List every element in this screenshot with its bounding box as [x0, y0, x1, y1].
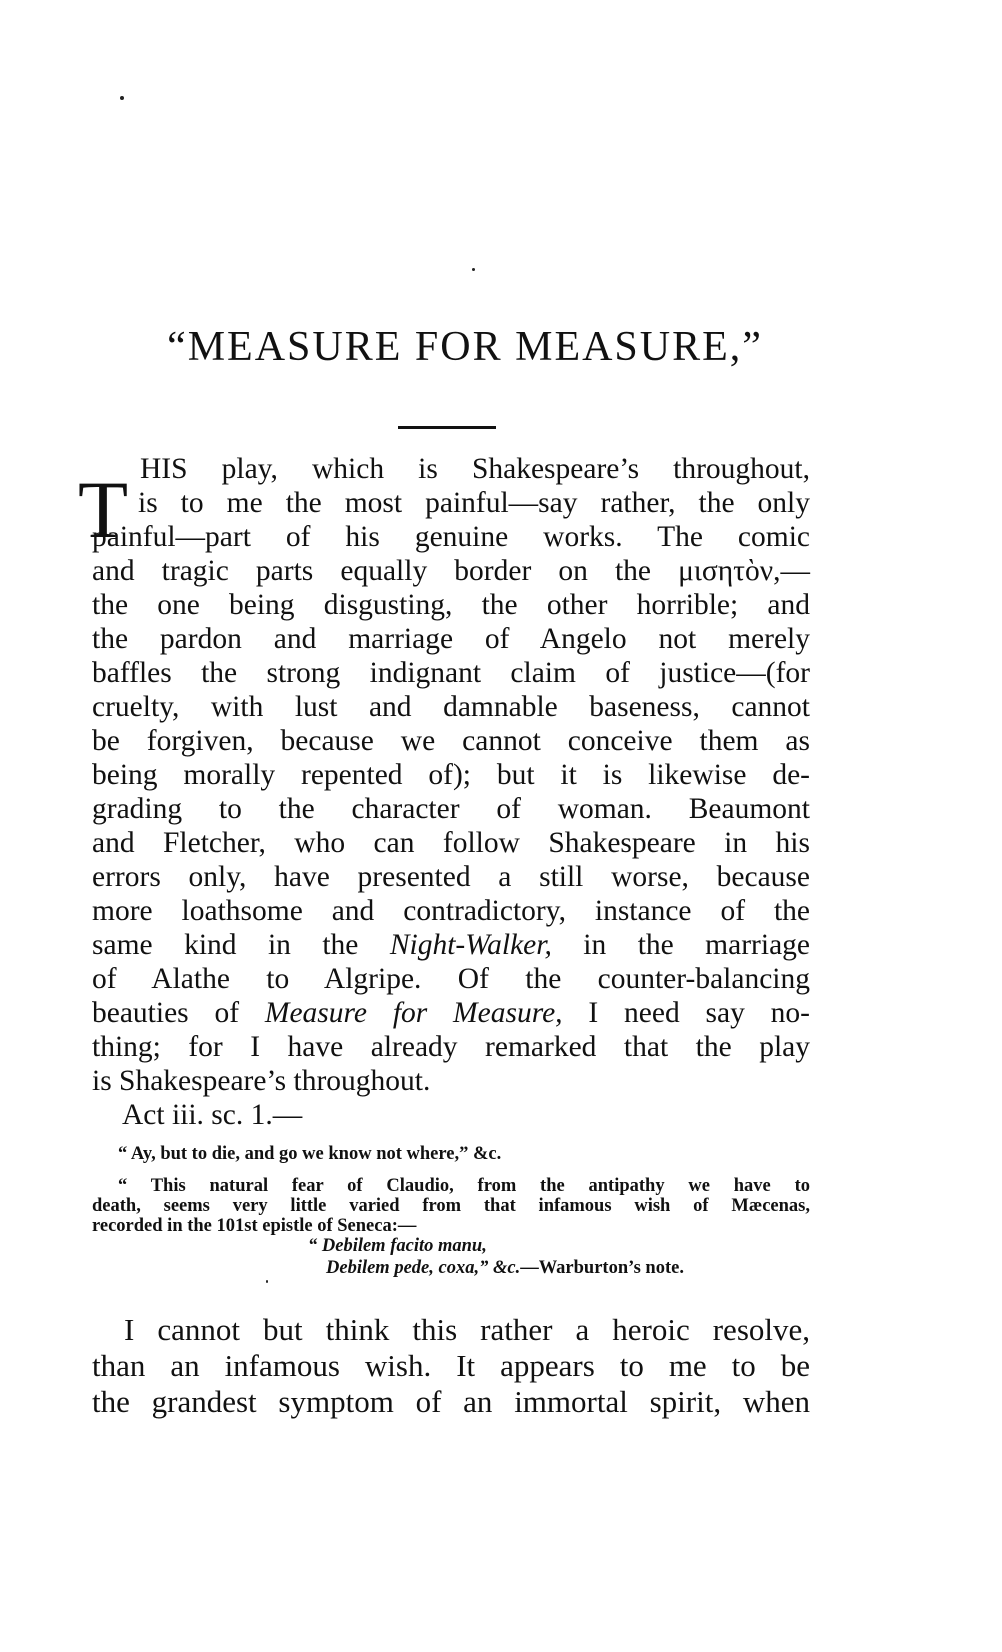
footnote-line: death, seems very little varied from that infamous wish of Mæcenas, — [92, 1196, 810, 1216]
body-line: being morally repented of); but it is likewise de- — [92, 759, 810, 791]
body-line: errors only, have presented a still worse, because — [92, 861, 810, 893]
print-speck — [472, 268, 475, 271]
body-line: grading to the character of woman. Beaumont — [92, 793, 810, 825]
body-line: and Fletcher, who can follow Shakespeare in his — [92, 827, 810, 859]
body-line: HIS play, which is Shakespeare’s throughout, — [140, 453, 810, 485]
latin-verse-line — [326, 1258, 684, 1278]
body-text: I need say no- — [588, 997, 810, 1029]
title-rule — [398, 426, 496, 429]
page-title: “MEASURE FOR MEASURE,” — [167, 324, 763, 370]
body-line: more loathsome and contradictory, instance of the — [92, 895, 810, 927]
closing-line: the grandest symptom of an immortal spirit, when — [92, 1384, 810, 1419]
latin-verse-line — [308, 1236, 487, 1256]
print-speck — [120, 96, 124, 100]
body-line — [92, 996, 810, 1030]
act-reference: Act iii. sc. 1.— — [122, 1099, 303, 1131]
body-text: beauties of — [92, 997, 240, 1029]
footnote-line: “ This natural fear of Claudio, from the antipathy we have to — [118, 1176, 810, 1196]
latin-verse-text: Debilem pede, coxa,” — [326, 1258, 489, 1278]
play-title-night-walker: Night-Walker, — [389, 929, 552, 961]
drop-cap: T — [78, 464, 129, 555]
closing-line: I cannot but think this rather a heroic resolve, — [124, 1312, 810, 1347]
body-line: of Alathe to Algripe. Of the counter-balancing — [92, 963, 810, 995]
body-line: baffles the strong indignant claim of justice—(for — [92, 657, 810, 689]
body-line: the one being disgusting, the other horrible; and — [92, 589, 810, 621]
body-line: the pardon and marriage of Angelo not merely — [92, 623, 810, 655]
body-line — [92, 928, 810, 962]
body-line: painful—part of his genuine works. The comic — [92, 521, 810, 553]
body-text: in the marriage — [583, 929, 811, 961]
quote-line: “ Ay, but to die, and go we know not where,” &c. — [118, 1144, 502, 1164]
etc-mark: &c. — [492, 1258, 521, 1278]
attribution: —Warburton’s note. — [520, 1258, 684, 1278]
latin-verse-text: “ Debilem facito manu, — [308, 1236, 487, 1256]
body-line: is Shakespeare’s throughout. — [92, 1065, 431, 1097]
body-line: thing; for I have already remarked that the play — [92, 1031, 810, 1063]
body-line: is to me the most painful—say rather, the only — [138, 487, 810, 519]
closing-line: than an infamous wish. It appears to me to be — [92, 1348, 810, 1383]
body-line: and tragic parts equally border on the μισητὸν,— — [92, 555, 810, 587]
play-title-measure: Measure for Measure, — [264, 997, 563, 1029]
body-text: same kind in the — [92, 929, 359, 961]
print-speck — [266, 1280, 268, 1283]
body-line: cruelty, with lust and damnable baseness, cannot — [92, 691, 810, 723]
footnote-line: recorded in the 101st epistle of Seneca:— — [92, 1216, 417, 1236]
body-line: be forgiven, because we cannot conceive them as — [92, 725, 810, 757]
